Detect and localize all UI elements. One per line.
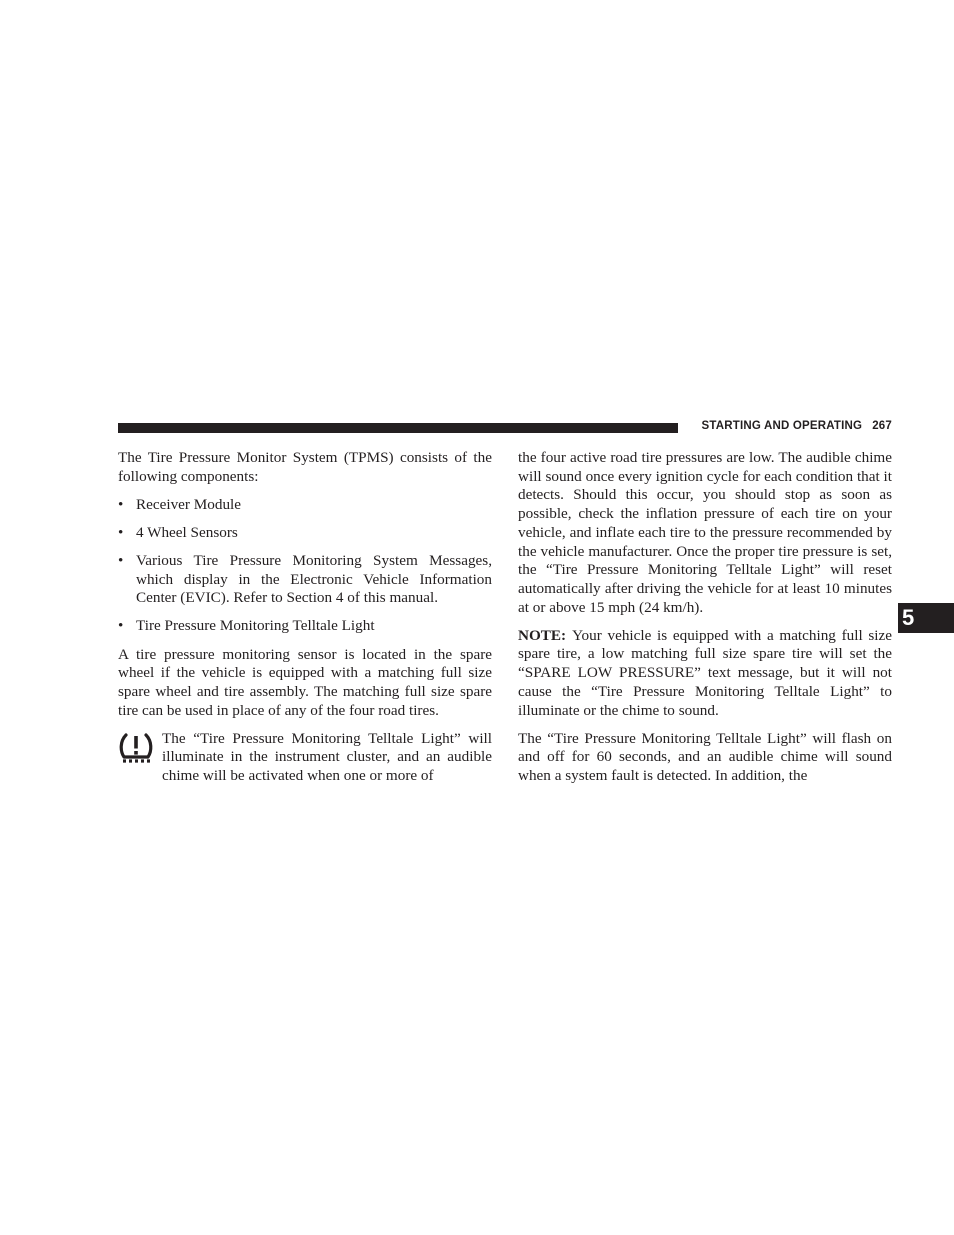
list-item [118,524,492,543]
note-label: NOTE: [518,626,567,644]
left-column [118,449,492,795]
bullet: • [118,495,124,513]
header-rule [118,423,678,433]
page-number: 267 [872,420,892,432]
spare-sensor-paragraph: A tire pressure monitoring sensor is located in the spare wheel if the vehicle is equipped with a matching full size spare wheel and tire assembly. The matching full size spare tire can be used in place of any of the four road tires. [118,645,492,719]
list-item [118,552,492,608]
right-column [518,449,892,795]
list-item-text: Various Tire Pressure Monitoring System Messages, which display in the Electronic Vehicle Information Center (EVIC). Refer to Section 4 of this manual. [136,551,492,607]
list-item [118,617,492,636]
list-item-text: 4 Wheel Sensors [136,523,238,541]
continuation-paragraph: the four active road tire pressures are low. The audible chime will sound once every ignition cycle for each condition that it detects. Should this occur, you should stop as soon as possible, check the inflation pressure of each tire on your vehicle, and inflate each tire to the pressure recommended by the vehicle manufacturer. Once the proper tire pressure is set, the “Tire Pressure Monitoring Telltale Light” will reset automatically after driving the vehicle for at least 10 minutes at or above 15 mph (24 km/h). [518,449,892,616]
chapter-tab: 5 [898,603,954,633]
components-list [118,496,492,636]
list-item-text: Tire Pressure Monitoring Telltale Light [136,617,375,635]
tire-pressure-warning-icon [118,731,154,765]
bullet: • [118,551,124,569]
telltale-paragraph: The “Tire Pressure Monitoring Telltale Light” will illuminate in the instrument cluster, and an audible chime will be activated when one or more of [162,729,492,785]
intro-paragraph: The Tire Pressure Monitor System (TPMS) consists of the following components: [118,449,492,485]
section-title: STARTING AND OPERATING [701,420,863,432]
bullet: • [118,617,124,635]
list-item [118,496,492,515]
list-item-text: Receiver Module [136,495,242,513]
telltale-block [118,730,492,786]
flash-paragraph: The “Tire Pressure Monitoring Telltale Light” will flash on and off for 60 seconds, and an audible chime will sound when a system fault is detected. In addition, the [518,729,892,785]
note-paragraph [518,627,892,721]
running-header [688,420,892,432]
note-text: Your vehicle is equipped with a matching full size spare tire, a low matching full size spare tire will set the “SPARE LOW PRESSURE” text message, but it will not cause the “Tire Pressure Monitoring Telltale Light” to illuminate or the chime to sound. [518,626,892,719]
bullet: • [118,523,124,541]
